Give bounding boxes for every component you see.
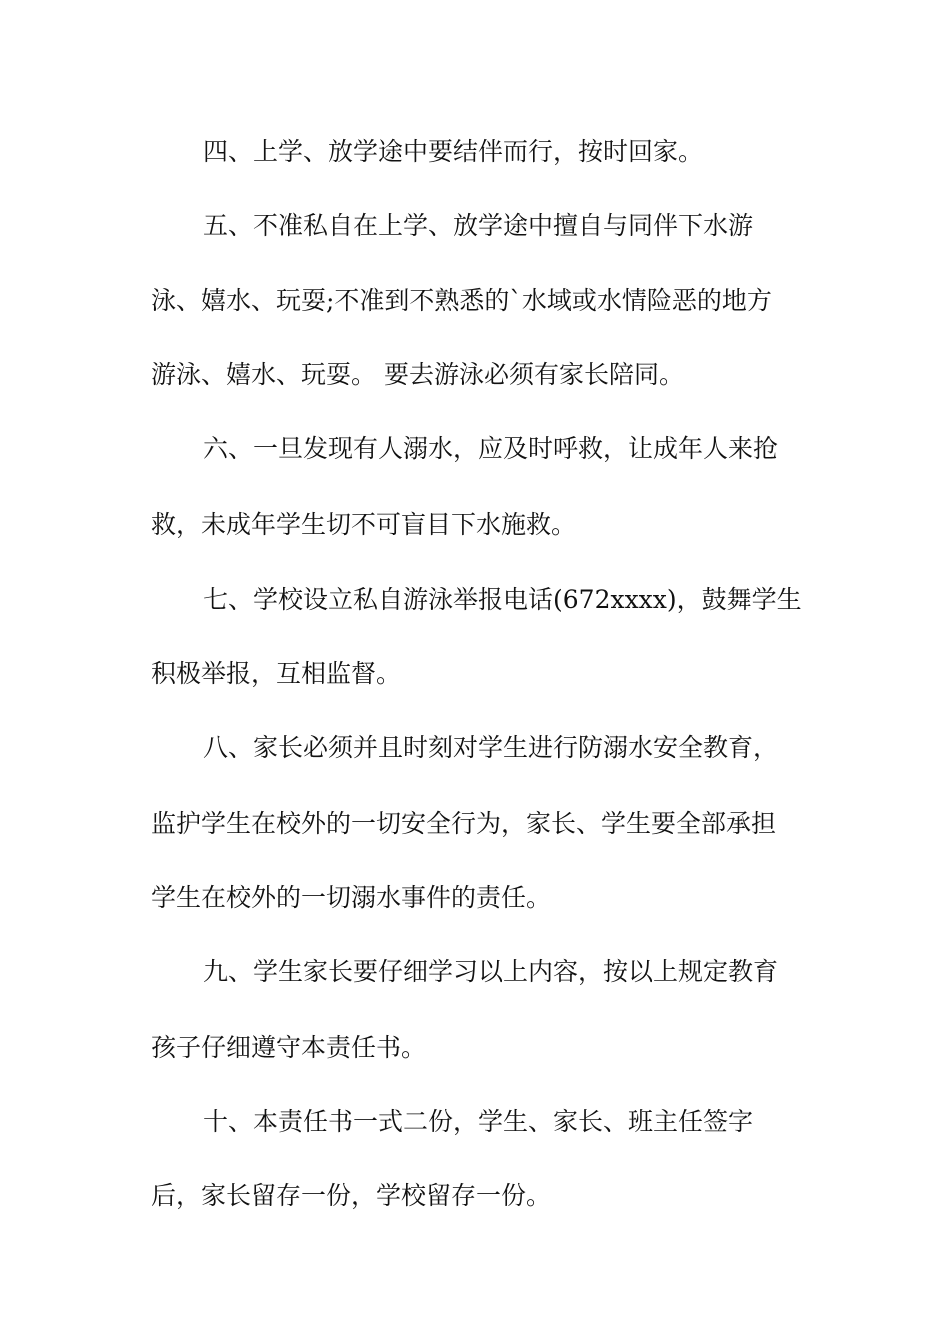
clause-7-line-1: 七、学校设立私自游泳举报电话(672xxxx)，鼓舞学生 — [203, 585, 802, 614]
clause-7-line-2: 积极举报，互相监督。 — [151, 659, 402, 688]
clause-8-line-3: 学生在校外的一切溺水事件的责任。 — [151, 883, 552, 912]
clause-5-line-1: 五、不准私自在上学、放学途中擅自与同伴下水游 — [203, 211, 754, 240]
clause-8-line-2: 监护学生在校外的一切安全行为，家长、学生要全部承担 — [151, 809, 777, 838]
clause-5-line-2: 泳、嬉水、玩耍;不准到不熟悉的`水域或水情险恶的地方 — [151, 286, 772, 315]
clause-10-line-2: 后，家长留存一份，学校留存一份。 — [151, 1181, 552, 1210]
clause-6-line-1: 六、一旦发现有人溺水，应及时呼救，让成年人来抢 — [203, 434, 779, 463]
clause-9-line-1: 九、学生家长要仔细学习以上内容，按以上规定教育 — [203, 957, 779, 986]
clause-8-line-1: 八、家长必须并且时刻对学生进行防溺水安全教育， — [203, 733, 779, 762]
clause-5-line-3: 游泳、嬉水、玩耍。 要去游泳必须有家长陪同。 — [151, 360, 684, 389]
clause-6-line-2: 救，未成年学生切不可盲目下水施救。 — [151, 510, 577, 539]
clause-4-line-1: 四、上学、放学途中要结伴而行，按时回家。 — [203, 137, 704, 166]
clause-10-line-1: 十、本责任书一式二份，学生、家长、班主任签字 — [203, 1107, 754, 1136]
clause-9-line-2: 孩子仔细遵守本责任书。 — [151, 1033, 427, 1062]
